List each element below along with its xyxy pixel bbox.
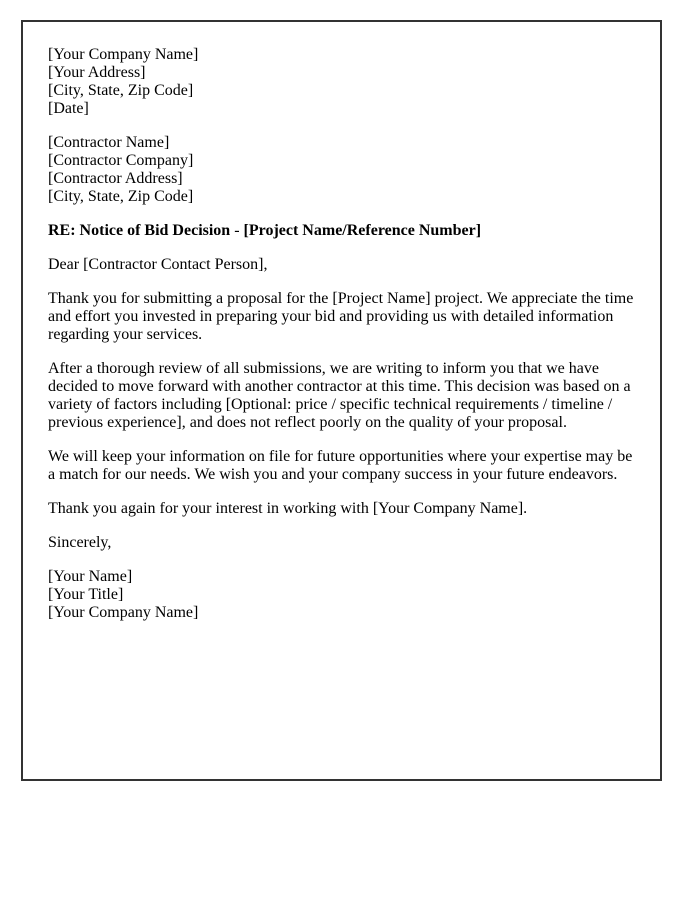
paragraph-thank-you: Thank you for submitting a proposal for the [Project Name] project. We appreciate the time and effort you invested in preparing your bid and providing us with detailed information regarding your services. (48, 290, 634, 343)
letter-date: [Date] (48, 100, 89, 117)
sender-address: [Your Address] (48, 64, 146, 81)
letter-document (21, 20, 662, 781)
signature-title: [Your Title] (48, 586, 124, 603)
salutation: Dear [Contractor Contact Person], (48, 256, 268, 273)
signature-company: [Your Company Name] (48, 604, 199, 621)
recipient-block (48, 134, 634, 206)
paragraph-thanks-again: Thank you again for your interest in working with [Your Company Name]. (48, 500, 528, 517)
recipient-name: [Contractor Name] (48, 134, 170, 151)
subject-prefix: RE: Notice of Bid Decision (48, 222, 231, 239)
recipient-city-state-zip: [City, State, Zip Code] (48, 188, 194, 205)
subject-line (48, 222, 634, 240)
closing: Sincerely, (48, 534, 112, 551)
recipient-company: [Contractor Company] (48, 152, 194, 169)
sender-city-state-zip: [City, State, Zip Code] (48, 82, 194, 99)
paragraph-decision: After a thorough review of all submissions, we are writing to inform you that we have decided to move forward with another contractor at this time. This decision was based on a variety of factors including [Optional: price / specific technical requirements / timeline / previous experience], and does not reflect poorly on the quality of your proposal. (48, 360, 631, 431)
signature-name: [Your Name] (48, 568, 133, 585)
signature-block (48, 568, 634, 622)
sender-company: [Your Company Name] (48, 46, 199, 63)
subject-separator: - (230, 222, 244, 239)
subject-reference: [Project Name/Reference Number] (243, 222, 482, 239)
recipient-address: [Contractor Address] (48, 170, 183, 187)
sender-block (48, 46, 634, 118)
paragraph-keep-on-file: We will keep your information on file for future opportunities where your expertise may be a match for our needs. We wish you and your company success in your future endeavors. (48, 448, 633, 483)
